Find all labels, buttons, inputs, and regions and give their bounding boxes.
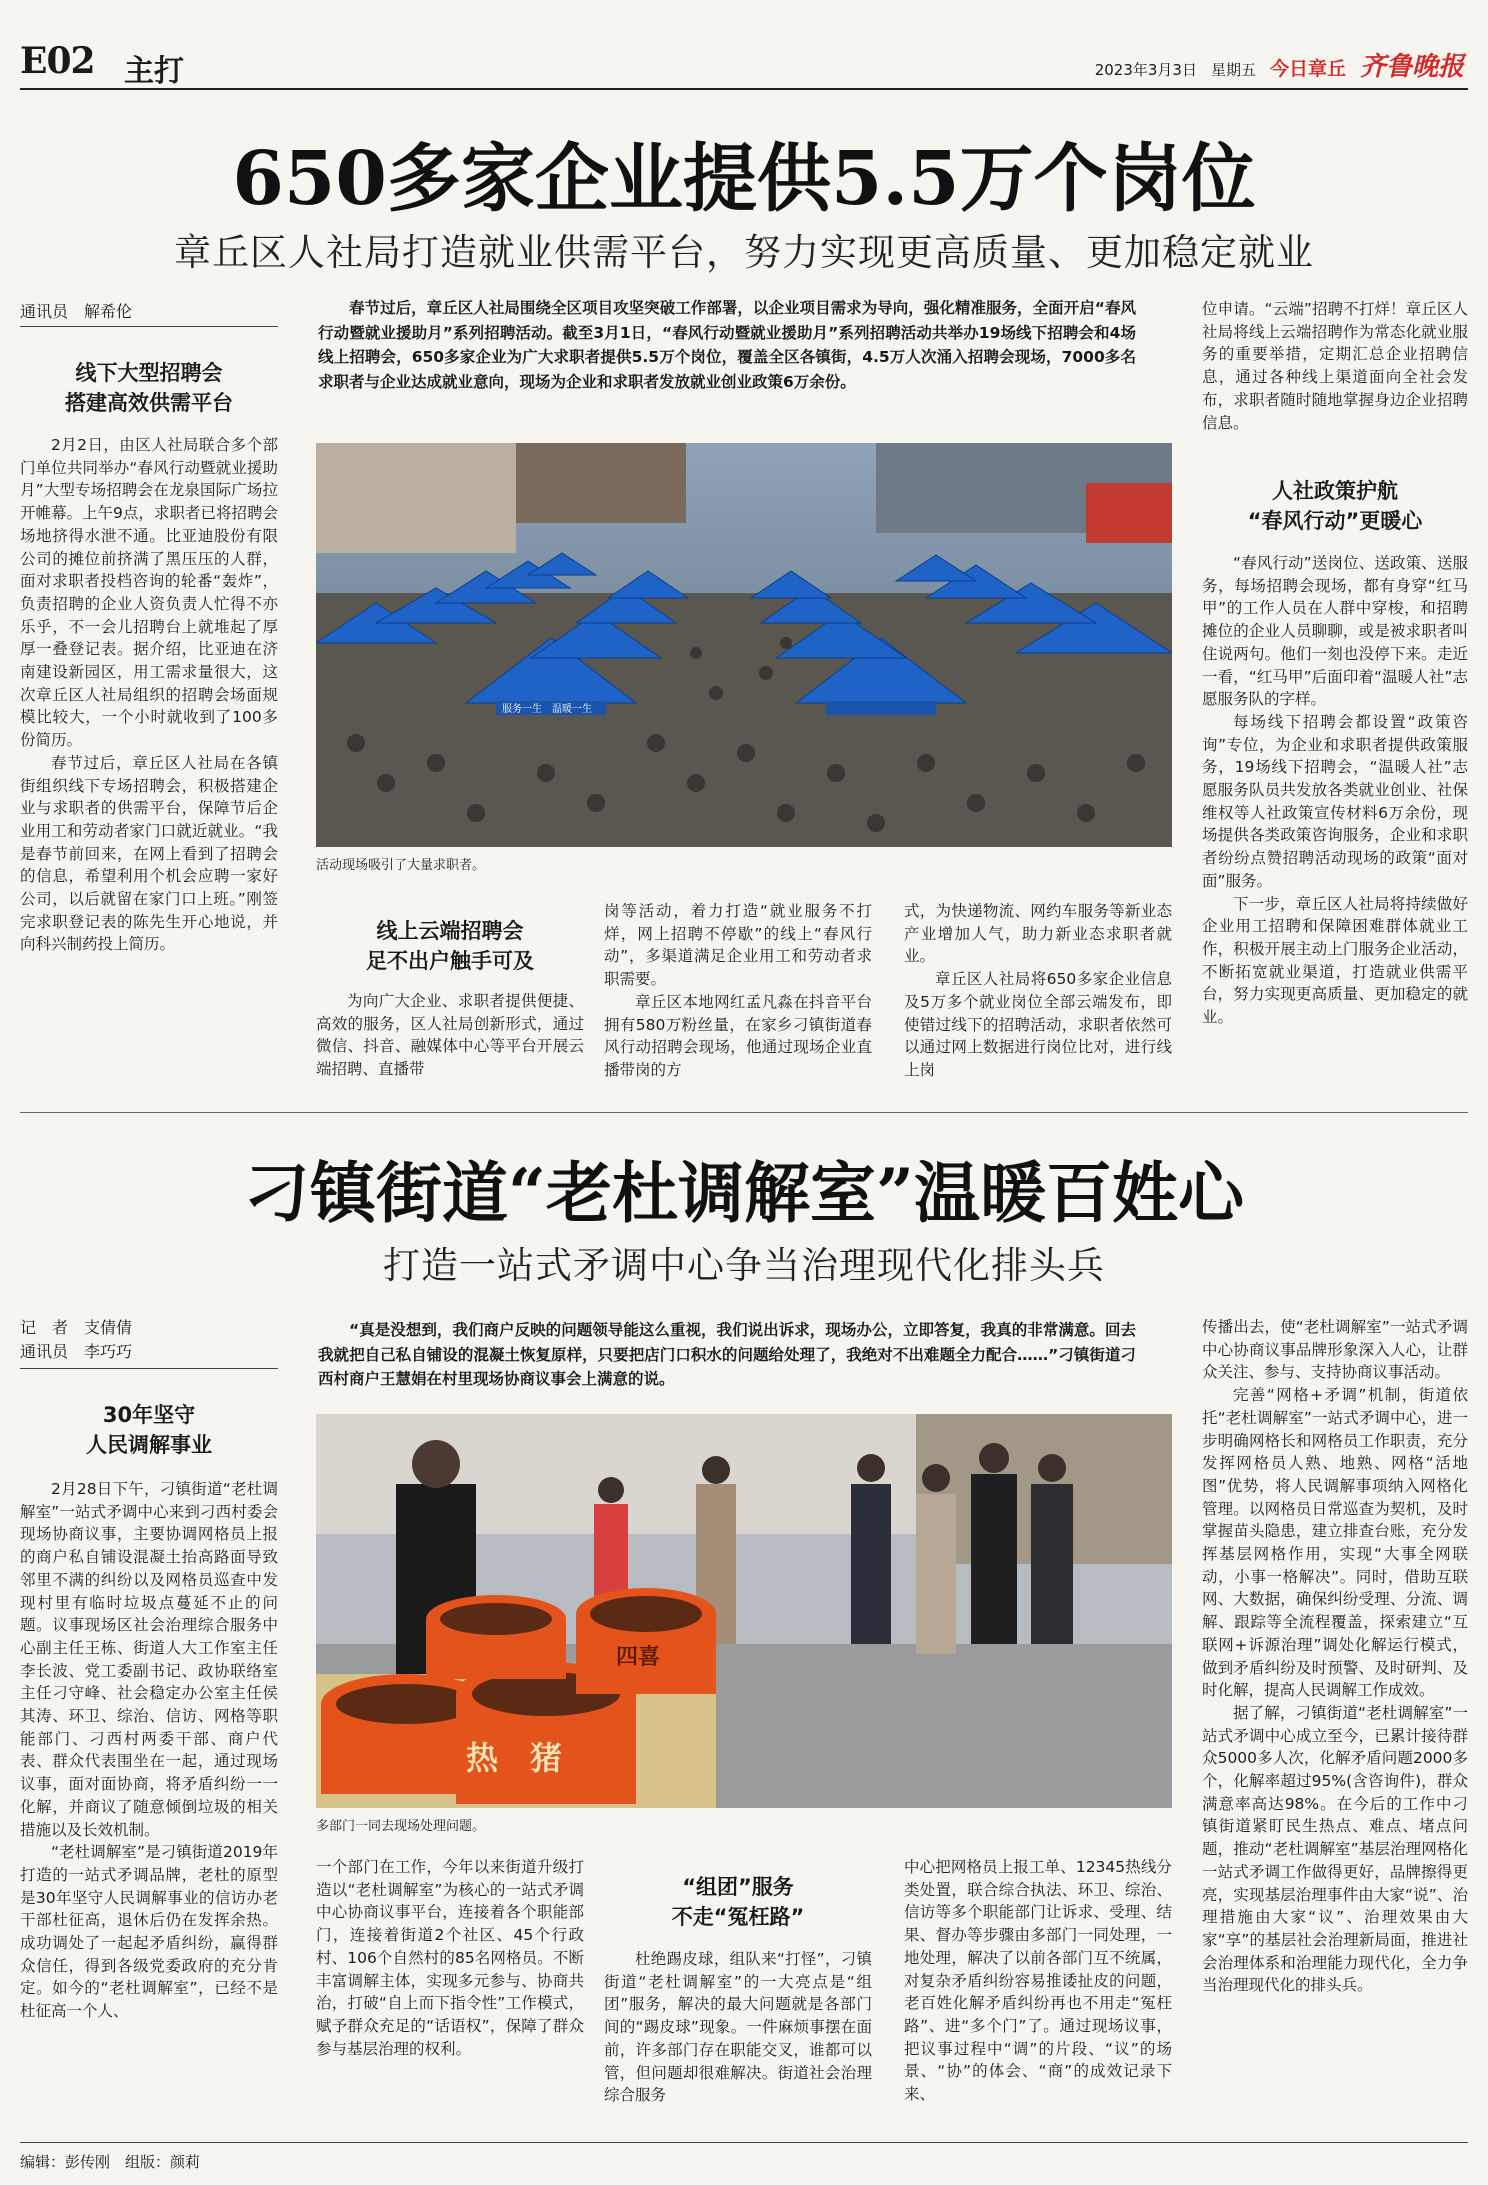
editor-credit: 编辑：彭传刚 组版：颜莉 <box>20 2153 201 2171</box>
tent-banner-text: 服务一生 温暖一生 <box>502 704 592 715</box>
story2-column2a <box>316 1856 584 2128</box>
masthead-rule <box>20 88 1468 90</box>
story1-byline: 通讯员 解希伦 <box>20 302 133 321</box>
story1-section3-title: 人社政策护航 “春风行动”更暖心 <box>1247 479 1423 533</box>
story1-subhead: 章丘区人社局打造就业供需平台，努力实现更高质量、更加稳定就业 <box>174 231 1314 274</box>
mediation-site-photo <box>316 1414 1172 1808</box>
story2-column3 <box>1202 1316 1468 2130</box>
photo2-caption: 多部门一同去现场处理问题。 <box>316 1819 486 1834</box>
story2-lead: “真是没想到，我们商户反映的问题领导能这么重视，我们说出诉求，现场办公，立即答复，我真的非常满意。回去我就把自己私自铺设的混凝土恢复原样，只要把店门口积水的问题给处理了，我绝对不出难题全力配合……”刁镇街道刁西村商户王慧娟在村里现场协商议事会上满意的说。 <box>318 1321 1136 1388</box>
pot-label-1: 热 猪 <box>466 1739 563 1777</box>
paragraph: 2月28日下午，刁镇街道“老杜调解室”一站式矛调中心来到刁西村委会现场协商议事，主要协调网格员上报的商户私自铺设混凝土抬高路面导致邻里不满的纠纷以及网格员巡查中发现村里有临时垃圾点蔓延不止的问题。议事现场区社会治理综合服务中心副主任王栋、街道人大工作室主任李长波、党工委副书记、政协联络室主任刁守峰、社会稳定办公室主任侯其涛、环卫、综治、信访、网格等职能部门、刁西村两委干部、商户代表、群众代表围坐在一起，通过现场议事，面对面协商，将矛盾纠纷一一化解，并商议了随意倾倒垃圾的相关措施以及长效机制。 <box>20 1480 278 1839</box>
paragraph: 下一步，章丘区人社局将持续做好企业用工招聘和保障困难群体就业工作，积极开展主动上门服务企业活动，不断拓宽就业渠道，打造就业供需平台，努力实现更高质量、更加稳定的就业。 <box>1202 894 1468 1027</box>
paragraph: 完善“网格+矛调”机制，街道依托“老杜调解室”一站式矛调中心，进一步明确网格长和网格员工作职责，充分发挥网格员人熟、地熟、网格“活地图”优势，将人民调解事项纳入网格化管理。以网格员日常巡查为契机，及时掌握苗头隐患，建立排查台账，充分发挥基层网格作用，实现“大事全网联动，小事一格解决”。同时，借助互联网、大数据，确保纠纷受理、分流、调解、跟踪等全流程覆盖，探索建立“互联网+诉源治理”调处化解运行模式，做到矛盾纠纷及时预警、及时研判、及时化解，提高人民调解工作成效。 <box>1202 1386 1468 1700</box>
paragraph: 岗等活动，着力打造“就业服务不打烊，网上招聘不停歇”的线上“春风行动”，多渠道满足企业用工和劳动者求职需要。 <box>604 902 872 989</box>
story2-subhead: 打造一站式矛调中心争当治理现代化排头兵 <box>383 1244 1105 1287</box>
edition-name: 今日章丘 <box>1269 58 1346 80</box>
story2-byline-correspondent: 通讯员 李巧巧 <box>20 1342 133 1361</box>
masthead-info <box>1095 46 1464 83</box>
story1-headline: 650多家企业提供5.5万个岗位 <box>232 136 1256 222</box>
paragraph: 为向广大企业、求职者提供便捷、高效的服务，区人社局创新形式，通过微信、抖音、融媒体中心等平台开展云端招聘、直播带 <box>316 992 584 1079</box>
story2-column2c <box>904 1856 1172 2128</box>
mediation-illustration <box>316 1414 1172 1808</box>
story1-section1-title: 线下大型招聘会 搭建高效供需平台 <box>65 361 233 415</box>
paragraph: 春节过后，章丘区人社局在各镇街组织线下专场招聘会，积极搭建企业与求职者的供需平台，保障节后企业用工和劳动者家门口就近就业。“我是春节前回来，在网上看到了招聘会的信息，希望利用个机会应聘一家好公司，以后就留在家门口上班。”刚签完求职登记表的陈先生开心地说，并向科兴制药投上简历。 <box>20 753 278 954</box>
section-name: 主打 <box>124 54 184 89</box>
paragraph: 据了解，刁镇街道“老杜调解室”一站式矛调中心成立至今，已累计接待群众5000多人次，化解矛盾问题2000多个，化解率超过95%(含咨询件)，群众满意率高达98%。在今后的工作中刁镇街道紧盯民生热点、难点、堵点问题，推动“老杜调解室”基层治理网格化一站式矛调工作做得更好，品牌擦得更亮，实现基层治理事件由大家“说”、治理措施由大家“议”、治理效果由大家“享”的基层社会治理新局面，推进社会治理体系和治理能力现代化，全力争当治理现代化的排头兵。 <box>1202 1703 1468 1995</box>
story1-column2c <box>904 900 1172 1104</box>
paragraph: 杜绝踢皮球，组队来“打怪”，刁镇街道“老杜调解室”的一大亮点是“组团”服务，解决的最大问题就是各部门间的“踢皮球”现象。一件麻烦事摆在面前，许多部门存在职能交叉，谁都可以管，但问题却很难解决。街道社会治理综合服务 <box>604 1950 872 2105</box>
paragraph: 章丘区本地网红孟凡淼在抖音平台拥有580万粉丝量，在家乡刁镇街道春风行动招聘会现场，他通过现场企业直播带岗的方 <box>604 992 872 1079</box>
paragraph: 中心把网格员上报工单、12345热线分类处置，联合综合执法、环卫、综治、信访等多个职能部门让诉求、受理、结果、督办等步骤由多部门一同处理，一地处理，解决了以前各部门互不统属，对复杂矛盾纠纷容易推诿扯皮的问题，老百姓化解矛盾纠纷再也不用走“冤枉路”、进“多个门”了。通过现场议事，把议事过程中“调”的片段、“议”的场景、“协”的体会、“商”的成效记录下来、 <box>904 1858 1172 2104</box>
story1-column2a <box>316 990 584 1104</box>
story2-section1-title: 30年坚守 人民调解事业 <box>86 1403 212 1457</box>
story1-column3b <box>1202 552 1468 1104</box>
paragraph: 式，为快递物流、网约车服务等新业态产业增加人气，助力新业态求职者就业。 <box>904 902 1172 966</box>
paragraph: 章丘区人社局将650多家企业信息及5万多个就业岗位全部云端发布，即使错过线下的招聘活动，求职者依然可以通过网上数据进行岗位比对，进行线上岗 <box>904 970 1172 1079</box>
story2-byline-reporter: 记 者 支倩倩 <box>20 1318 133 1337</box>
newspaper-logo: 齐鲁晚报 <box>1359 52 1464 82</box>
paragraph: 每场线下招聘会都设置“政策咨询”专位，为企业和求职者提供政策服务，19场线下招聘会，“温暖人社”志愿服务队员共发放各类就业创业、社保维权等人社政策宣传材料6万余份，现场提供各类政策咨询服务，企业和求职者纷纷点赞招聘活动现场的政策“面对面”服务。 <box>1202 712 1468 890</box>
paragraph: 一个部门在工作，今年以来街道升级打造以“老杜调解室”为核心的一站式矛调中心协商议事平台，连接着各个职能部门，连接着街道2个社区、45个行政村、106个自然村的85名网格员。不断丰富调解主体，实现多元参与、协商共治，打破“自上而下指令性”工作模式，赋予群众充足的“话语权”，保障了群众参与基层治理的权利。 <box>316 1858 584 2058</box>
issue-date: 2023年3月3日 <box>1094 61 1197 79</box>
story2-section2-title: “组团”服务 不走“冤枉路” <box>671 1875 805 1929</box>
paragraph: 位申请。“云端”招聘不打烊！章丘区人社局将线上云端招聘作为常态化就业服务的重要举措，定期汇总企业招聘信息，通过各种线上渠道面向全社会发布，求职者随时随地掌握身边企业招聘信息。 <box>1202 300 1468 432</box>
pot-label-2: 四喜 <box>616 1645 661 1670</box>
byline-rule <box>20 326 278 327</box>
story1-section2-title: 线上云端招聘会 足不出户触手可及 <box>366 919 534 973</box>
footer-rule <box>20 2142 1468 2143</box>
job-fair-illustration <box>316 443 1172 847</box>
paragraph: 传播出去，使“老杜调解室”一站式矛调中心协商议事品牌形象深入人心，让群众关注、参与、支持协商议事活动。 <box>1202 1318 1468 1382</box>
page-number: E02 <box>20 40 95 82</box>
paragraph: “春风行动”送岗位、送政策、送服务，每场招聘会现场，都有身穿“红马甲”的工作人员在人群中穿梭，和招聘摊位的企业人员聊聊，或是被求职者叫住说两句。他们一刻也没停下来。走近一看，“红马甲”后面印着“温暖人社”志愿服务队的字样。 <box>1202 554 1468 709</box>
story1-column2b <box>604 900 872 1104</box>
issue-weekday: 星期五 <box>1210 61 1256 79</box>
paragraph: “老杜调解室”是刁镇街道2019年打造的一站式矛调品牌，老杜的原型是30年坚守人民调解事业的信访办老干部杜征高，退休后仍在发挥余热。成功调处了一起起矛盾纠纷，赢得群众信任，得到各级党委政府的充分肯定。如今的“老杜调解室”，已经不是杜征高一个人、 <box>20 1843 278 2021</box>
paragraph: 2月2日，由区人社局联合多个部门单位共同举办“春风行动暨就业援助月”大型专场招聘会在龙泉国际广场拉开帷幕。上午9点，求职者已将招聘会场地挤得水泄不通。比亚迪股份有限公司的摊位前挤满了黑压压的人群，面对求职者投档咨询的轮番“轰炸”，负责招聘的企业人资负责人忙得不亦乐乎，不一会儿招聘台上就堆起了厚厚一叠登记表。据介绍，比亚迪在济南建设新园区，用工需求量很大，这次章丘区人社局组织的招聘会场面规模比较大，一个小时就收到了100多份简历。 <box>20 436 278 750</box>
job-fair-photo <box>316 443 1172 847</box>
photo1-caption: 活动现场吸引了大量求职者。 <box>316 858 486 873</box>
story1-lead: 春节过后，章丘区人社局围绕全区项目攻坚突破工作部署，以企业项目需求为导向，强化精准服务，全面开启“春风行动暨就业援助月”系列招聘活动。截至3月1日，“春风行动暨就业援助月”系列招聘活动共举办19场线下招聘会和4场线上招聘会，650多家企业为广大求职者提供5.5万个岗位，覆盖全区各镇街，4.5万人次涌入招聘会现场，7000多名求职者与企业达成就业意向，现场为企业和求职者发放就业创业政策6万余份。 <box>318 299 1136 391</box>
story2-column2b <box>604 1948 872 2128</box>
story1-column3a <box>1202 298 1468 464</box>
story1-column1 <box>20 434 278 1034</box>
story-divider <box>20 1112 1468 1113</box>
story2-column1 <box>20 1478 278 2130</box>
story2-headline: 刁镇街道“老杜调解室”温暖百姓心 <box>244 1154 1244 1232</box>
byline-rule <box>20 1368 278 1369</box>
